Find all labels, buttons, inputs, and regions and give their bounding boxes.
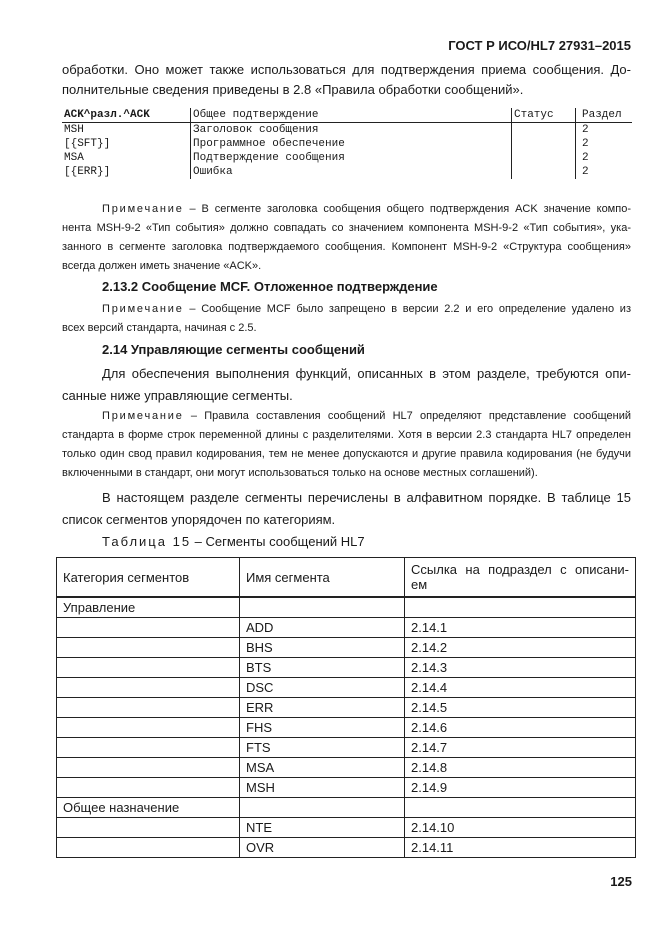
segment-name-cell: ADD bbox=[240, 618, 405, 638]
segment-name-cell: ERR bbox=[240, 698, 405, 718]
note-encoding-rules bbox=[62, 407, 631, 483]
note-label: Примечание bbox=[102, 203, 184, 215]
segment-id: [{ERR}] bbox=[64, 166, 111, 178]
segment-name-cell: BTS bbox=[240, 658, 405, 678]
ack-col-message: ACK^разл.^ACK bbox=[62, 108, 191, 123]
category-cell bbox=[57, 618, 240, 638]
ack-table-header bbox=[62, 108, 632, 123]
table-row bbox=[57, 798, 636, 818]
section-2-14-paragraph bbox=[62, 363, 631, 407]
category-cell bbox=[57, 698, 240, 718]
ack-segment-table bbox=[62, 108, 632, 179]
segment-name-cell: FTS bbox=[240, 738, 405, 758]
subsection-cell: 2.14.8 bbox=[405, 758, 636, 778]
subsection-cell: 2.14.6 bbox=[405, 718, 636, 738]
header-segment-name: Имя сегмента bbox=[240, 558, 405, 598]
segment-status bbox=[512, 137, 576, 151]
segment-name-cell: MSH bbox=[240, 778, 405, 798]
segment-name-cell: MSA bbox=[240, 758, 405, 778]
category-cell: Управление bbox=[57, 597, 240, 618]
category-cell bbox=[57, 718, 240, 738]
segment-name-cell: OVR bbox=[240, 838, 405, 858]
segment-description: Заголовок сообщения bbox=[191, 123, 512, 138]
segment-description: Программное обеспечение bbox=[191, 137, 512, 151]
table-row bbox=[57, 758, 636, 778]
paragraph-line-2: список сегментов упорядочен по категориям. bbox=[62, 512, 336, 527]
note-ack-header bbox=[62, 200, 631, 276]
paragraph-line-1: В настоящем разделе сегменты перечислены в алфавитном порядке. В таблице 15 bbox=[102, 490, 631, 505]
segment-name-cell: NTE bbox=[240, 818, 405, 838]
subsection-cell: 2.14.3 bbox=[405, 658, 636, 678]
subsection-cell: 2.14.4 bbox=[405, 678, 636, 698]
table-caption bbox=[102, 534, 365, 549]
segments-table-header bbox=[57, 558, 636, 598]
ack-table-row bbox=[62, 137, 632, 151]
segment-chapter: 2 bbox=[576, 123, 633, 138]
paragraph-line-2: санные ниже управляющие сегменты. bbox=[62, 388, 293, 403]
category-cell bbox=[57, 838, 240, 858]
segment-id: [{SFT}] bbox=[64, 138, 111, 150]
header-category: Категория сегментов bbox=[57, 558, 240, 598]
subsection-cell: 2.14.9 bbox=[405, 778, 636, 798]
table-row bbox=[57, 778, 636, 798]
segment-chapter: 2 bbox=[576, 165, 633, 179]
segment-name-cell: BHS bbox=[240, 638, 405, 658]
intro-line-2: полнительные сведения приведены в 2.8 «Правила обработки сообщений». bbox=[62, 82, 524, 97]
table-row bbox=[57, 597, 636, 618]
note-line-4: включенными в стандарт, они могут использоваться только на основе местных соглашений). bbox=[62, 467, 538, 479]
intro-line-1: обработки. Оно может также использоваться для подтверждения приема сообщения. До- bbox=[62, 62, 631, 77]
note-line-1: Примечание – Правила составления сообщений HL7 определяют представление сообщений bbox=[102, 410, 631, 422]
subsection-cell bbox=[405, 597, 636, 618]
table-row bbox=[57, 638, 636, 658]
note-line-4: всегда должен иметь значение «ACK». bbox=[62, 260, 262, 272]
category-cell bbox=[57, 778, 240, 798]
table-row bbox=[57, 618, 636, 638]
segment-status bbox=[512, 151, 576, 165]
ack-table-row bbox=[62, 151, 632, 165]
category-cell bbox=[57, 678, 240, 698]
page-number: 125 bbox=[610, 874, 632, 889]
segment-name-cell: FHS bbox=[240, 718, 405, 738]
intro-paragraph bbox=[62, 60, 631, 100]
subsection-cell: 2.14.7 bbox=[405, 738, 636, 758]
category-cell bbox=[57, 758, 240, 778]
ack-col-description: Общее подтверждение bbox=[191, 108, 512, 123]
segment-status bbox=[512, 123, 576, 138]
note-line-2: стандарта в форме строк переменной длины с разделителями. Хотя в версии 2.3 стандарта HL7 определен bbox=[62, 429, 631, 441]
note-line-3: занного в сегменте заголовка подтверждаемого сообщения. Компонент MSH-9-2 «Структура сообщения» bbox=[62, 241, 631, 253]
category-cell: Общее назначение bbox=[57, 798, 240, 818]
segment-name-cell bbox=[240, 798, 405, 818]
note-label: Примечание bbox=[102, 303, 184, 315]
document-code: ГОСТ Р ИСО/HL7 27931–2015 bbox=[448, 38, 631, 53]
table-caption-text: – Сегменты сообщений HL7 bbox=[191, 534, 365, 549]
paragraph-line-1: Для обеспечения выполнения функций, описанных в этом разделе, требуются опи- bbox=[102, 366, 631, 381]
category-cell bbox=[57, 738, 240, 758]
segment-description: Ошибка bbox=[191, 165, 512, 179]
ack-col-chapter: Раздел bbox=[576, 108, 633, 123]
note-line-2: нента MSH-9-2 «Тип события» должно совпадать со значением компонента MSH-9-2 «Тип события», ука- bbox=[62, 222, 631, 234]
table-row bbox=[57, 698, 636, 718]
table-caption-label: Таблица 15 bbox=[102, 534, 192, 549]
subsection-cell: 2.14.2 bbox=[405, 638, 636, 658]
subsection-cell: 2.14.10 bbox=[405, 818, 636, 838]
table-row bbox=[57, 658, 636, 678]
category-cell bbox=[57, 818, 240, 838]
segment-id: MSH bbox=[64, 124, 84, 136]
segment-chapter: 2 bbox=[576, 137, 633, 151]
subsection-cell: 2.14.1 bbox=[405, 618, 636, 638]
segment-name-cell bbox=[240, 597, 405, 618]
note-line-1: Примечание – В сегменте заголовка сообщения общего подтверждения ACK значение компо- bbox=[102, 203, 631, 215]
ack-col-status: Статус bbox=[512, 108, 576, 123]
subsection-cell bbox=[405, 798, 636, 818]
segment-id: MSA bbox=[64, 152, 84, 164]
table-row bbox=[57, 718, 636, 738]
category-cell bbox=[57, 658, 240, 678]
segment-chapter: 2 bbox=[576, 151, 633, 165]
category-cell bbox=[57, 638, 240, 658]
note-mcf bbox=[62, 300, 631, 338]
table-row bbox=[57, 838, 636, 858]
note-line-2: всех версий стандарта, начиная с 2.5. bbox=[62, 322, 257, 334]
table-row bbox=[57, 678, 636, 698]
note-label: Примечание bbox=[102, 410, 184, 422]
segments-table bbox=[56, 557, 636, 858]
header-subsection-ref: Ссылка на подраздел с описани- ем bbox=[405, 558, 636, 598]
table-row bbox=[57, 738, 636, 758]
segment-name-cell: DSC bbox=[240, 678, 405, 698]
ack-table-row bbox=[62, 165, 632, 179]
ack-table-row bbox=[62, 123, 632, 138]
note-line-3: только один свод правил кодирования, тем не менее допускаются и другие правила кодирования (не будучи bbox=[62, 448, 631, 460]
section-heading-2-13-2: 2.13.2 Сообщение MCF. Отложенное подтверждение bbox=[102, 279, 438, 294]
table-row bbox=[57, 818, 636, 838]
subsection-cell: 2.14.5 bbox=[405, 698, 636, 718]
segment-description: Подтверждение сообщения bbox=[191, 151, 512, 165]
segment-status bbox=[512, 165, 576, 179]
subsection-cell: 2.14.11 bbox=[405, 838, 636, 858]
section-heading-2-14: 2.14 Управляющие сегменты сообщений bbox=[102, 342, 365, 357]
note-line-1: Примечание – Сообщение MCF было запрещено в версии 2.2 и его определение удалено из bbox=[102, 303, 631, 315]
alphabetical-order-paragraph bbox=[62, 487, 631, 531]
